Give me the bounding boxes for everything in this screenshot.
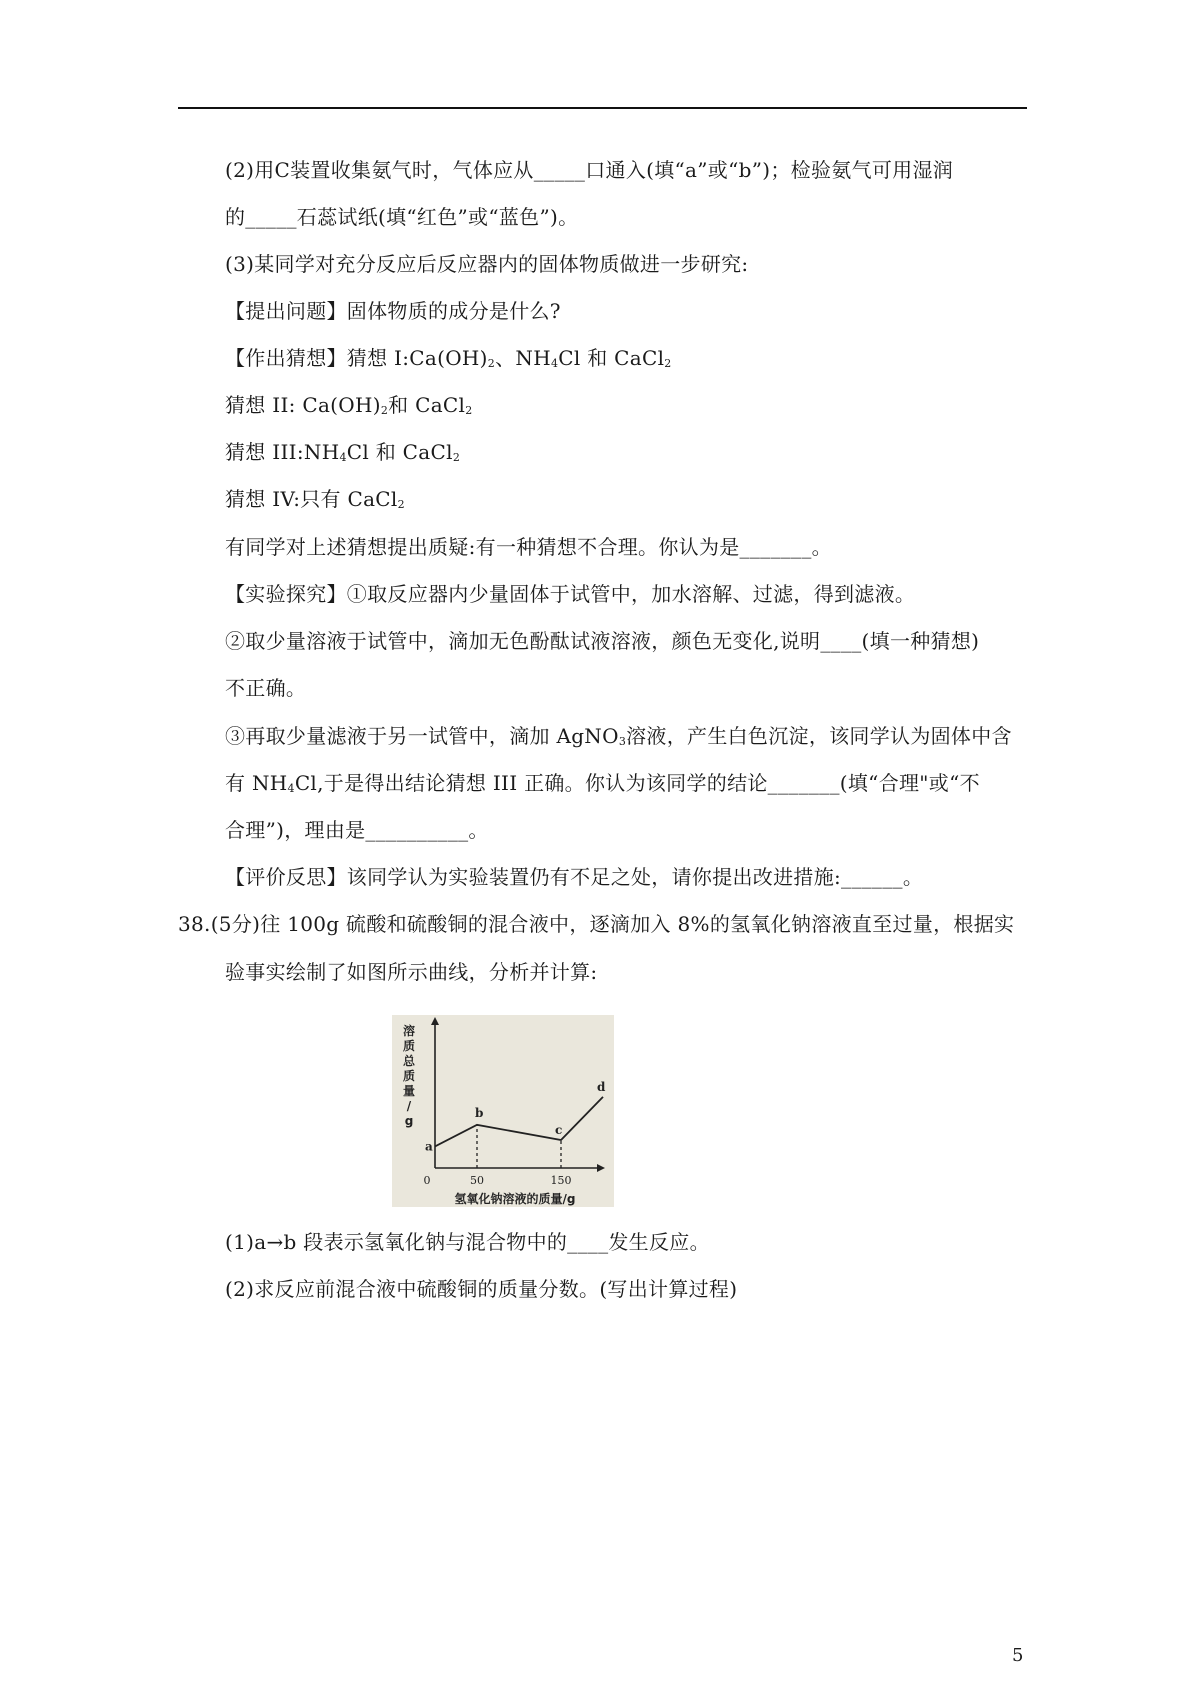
q37-doubt: 有同学对上述猜想提出质疑:有一种猜想不合理。你认为是_______。 (225, 535, 832, 559)
q37-guess4: 猜想 IV:只有 CaCl$_2$ (225, 487, 405, 511)
x-axis-label: 氢氧化钠溶液的质量/g (454, 1192, 576, 1206)
y-axis-arrow (431, 1017, 439, 1025)
x-axis-arrow (597, 1164, 605, 1172)
y-axis-label-char: g (404, 1114, 414, 1128)
q37-question: 【提出问题】固体物质的成分是什么? (225, 299, 561, 323)
q37-guess2: 猜想 II: $Ca(OH)_2$和 CaCl$_2$ (225, 393, 473, 417)
q37-part2-line2: 的_____石蕊试纸(填“红色”或“蓝色”)。 (225, 205, 579, 229)
reaction-chart (392, 1015, 614, 1207)
y-axis-label-char: 溶 (402, 1024, 416, 1038)
y-axis-label-char: 质 (402, 1039, 416, 1053)
reaction-chart-svg (392, 1015, 614, 1207)
q37-experiment-3-line2: 有 $NH_4Cl$,于是得出结论猜想 III 正确。你认为该同学的结论_______(填“合理"或“不 (225, 771, 980, 795)
point-label-b: b (475, 1105, 484, 1120)
page-number: 5 (1012, 1645, 1024, 1666)
y-axis-label-char: / (406, 1099, 412, 1113)
q38-subquestion-1: (1)a→b 段表示氢氧化钠与混合物中的____发生反应。 (225, 1230, 710, 1254)
q37-guess3: 猜想 $III:NH_4Cl$ 和 CaCl$_2$ (225, 440, 461, 464)
x-tick-label: 0 (423, 1174, 431, 1187)
point-label-d: d (597, 1079, 606, 1094)
y-axis-label-char: 量 (402, 1084, 416, 1098)
q37-experiment-3-line3: 合理”)，理由是__________。 (225, 818, 489, 842)
x-tick-label: 150 (550, 1174, 572, 1187)
q37-part3-intro: (3)某同学对充分反应后反应器内的固体物质做进一步研究: (225, 252, 749, 276)
y-axis-label-char: 总 (402, 1054, 416, 1068)
q38-subquestion-2: (2)求反应前混合液中硫酸铜的质量分数。(写出计算过程) (225, 1277, 738, 1301)
y-axis-label-char: 质 (402, 1069, 416, 1083)
x-tick-label: 50 (470, 1174, 484, 1187)
point-label-a: a (425, 1139, 433, 1154)
q38-stem-line1: 38.(5分)往 100g 硫酸和硫酸铜的混合液中，逐滴加入 8%的氢氧化钠溶液直至过量，根据实 (178, 912, 1015, 936)
q37-experiment-2-line1: ②取少量溶液于试管中，滴加无色酚酞试液溶液，颜色无变化,说明____(填一种猜想) (225, 629, 980, 653)
series-line (435, 1097, 603, 1147)
q37-experiment-3-line1: ③再取少量滤液于另一试管中，滴加 AgNO$_3$溶液，产生白色沉淀，该同学认为固体中含 (225, 724, 1012, 748)
q38-stem-line2: 验事实绘制了如图所示曲线，分析并计算: (225, 960, 598, 984)
q37-reflection: 【评价反思】该同学认为实验装置仍有不足之处，请你提出改进措施:______。 (225, 865, 924, 889)
q37-experiment-1: 【实验探究】①取反应器内少量固体于试管中，加水溶解、过滤，得到滤液。 (225, 582, 916, 606)
header-rule (178, 107, 1027, 109)
q37-experiment-2-line2: 不正确。 (225, 676, 307, 700)
q37-guess1: 【作出猜想】猜想 $I:Ca(OH)_2$、$NH_4Cl$ 和 CaCl$_2$ (225, 346, 672, 370)
q37-part2-line1: (2)用C装置收集氨气时，气体应从_____口通入(填“a”或“b”)；检验氨气可用湿润 (225, 158, 954, 182)
point-label-c: c (555, 1123, 563, 1138)
